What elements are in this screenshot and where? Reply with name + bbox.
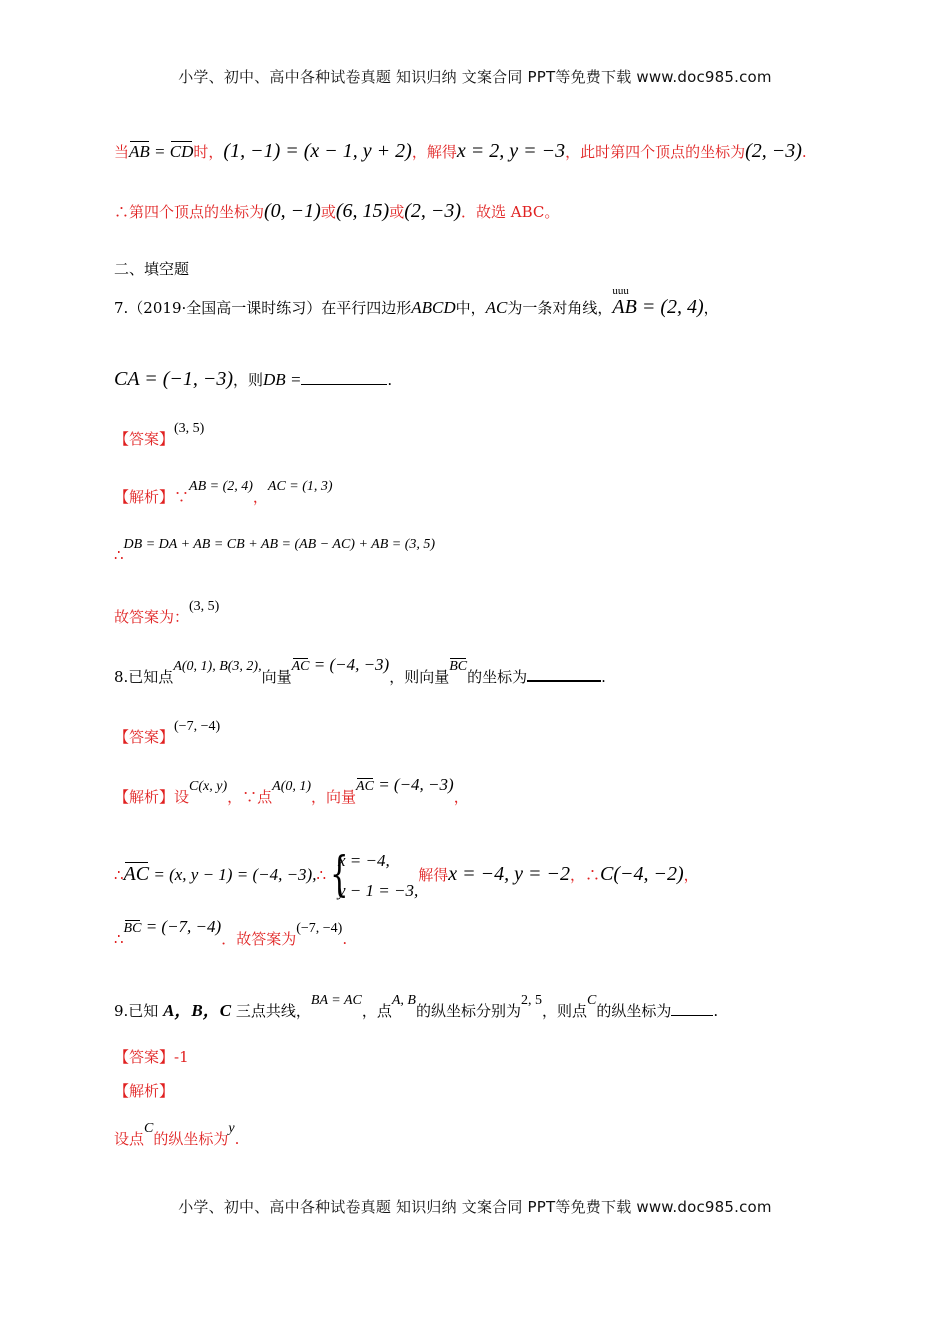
- q8-therefore-1: ∴: [114, 866, 124, 884]
- q6-equation: (1, −1) = (x − 1, y + 2): [223, 140, 412, 162]
- vec-cd: CD: [169, 142, 194, 161]
- q6-solution: x = 2, y = −3: [456, 140, 566, 162]
- q8-jx-vac: AC: [356, 779, 374, 794]
- q8-l3-mid: ．故答案为: [221, 930, 297, 948]
- q7-derivation: DB = DA + AB = CB + AB = (AB − AC) + AB = (3, 5): [123, 537, 436, 552]
- q8-answer: (−7, −4): [174, 719, 221, 734]
- q9-stem-a: 9.已知: [114, 1002, 164, 1020]
- q9-l3-a: 设点: [114, 1130, 145, 1148]
- q9-answer-label: 【答案】: [114, 1048, 175, 1066]
- q8-therefore-4: ∴: [114, 930, 124, 948]
- q6-or1: 或: [320, 203, 336, 221]
- q9-l3-c: C: [144, 1121, 154, 1136]
- q7-period: .: [387, 371, 393, 389]
- q7-comma: ，: [703, 299, 719, 317]
- q7-answer: (3, 5): [174, 421, 205, 436]
- q8-answer-label: 【答案】: [114, 728, 175, 746]
- q7-jx-comma: ，: [252, 488, 268, 506]
- q6-p1: (0, −1): [264, 200, 321, 222]
- q8-ac-val: = (−4, −3): [309, 655, 390, 674]
- q7-derivation-line: [114, 537, 436, 565]
- q7-ab-eq: AB = (2, 4): [612, 296, 704, 318]
- q8-vec-bc: BC: [449, 659, 468, 674]
- q7-stem-line2: [114, 368, 392, 391]
- q9-stem-f: 的纵坐标为: [596, 1002, 672, 1020]
- q9-stem-d: 的纵坐标分别为: [415, 1002, 521, 1020]
- q8-l2-comma: ，: [569, 866, 585, 884]
- q9-c: C: [587, 993, 597, 1008]
- q6-line1: [114, 140, 807, 163]
- q9-l3-y: y: [228, 1121, 235, 1136]
- q9-answer-line: [114, 1046, 189, 1067]
- q7-ac: AC: [485, 298, 508, 317]
- q9-period: .: [713, 1002, 719, 1020]
- q6-p3: (2, −3): [404, 200, 462, 222]
- q8-a-pt: A(0, 1): [272, 779, 312, 794]
- system-eq1: { x = −4,: [338, 851, 390, 870]
- q7-jx-ab: AB = (2, 4): [189, 479, 253, 494]
- q6-or2: 或: [389, 203, 405, 221]
- q8-l3-vbc: BC: [123, 921, 142, 936]
- q8-therefore-3: ∴: [585, 866, 601, 884]
- q8-blank[interactable]: [527, 680, 601, 682]
- q7-db: DB =: [263, 370, 302, 389]
- q7-abcd: ABCD: [411, 298, 456, 317]
- q8-period: .: [601, 668, 606, 686]
- q8-she: 设: [174, 788, 190, 806]
- q8-c-point: C(−4, −2): [600, 863, 684, 885]
- q6-point: (2, −3): [745, 140, 802, 162]
- q6-tail: ，此时第四个顶点的坐标为: [565, 143, 746, 161]
- q9-analysis-label: 【解析】: [114, 1082, 175, 1100]
- q7-therefore: ∴: [114, 546, 124, 564]
- q8-stem-c: ，则向量: [389, 668, 450, 686]
- q6-conclusion: ．故选 ABC。: [461, 203, 560, 221]
- q8-vec-ac: AC: [291, 659, 310, 674]
- q6-dot: .: [801, 143, 807, 161]
- q7-stem-b: 中，: [455, 299, 486, 317]
- vec-ab: AB: [129, 142, 150, 161]
- q6-jiede: ，解得: [411, 143, 457, 161]
- q7-answer-label: 【答案】: [114, 430, 175, 448]
- q6-shi: 时，: [193, 143, 224, 161]
- q9-blank[interactable]: [671, 1015, 713, 1016]
- q8-system-line: [114, 846, 699, 906]
- q7-jx-ac: AC = (1, 3): [267, 479, 333, 494]
- q9-ba-ac: BA = AC: [310, 993, 362, 1008]
- q8-l2-comma2: ，: [683, 866, 699, 884]
- q9-stem-e: ，则点: [541, 1002, 587, 1020]
- q9-answer: -1: [174, 1048, 189, 1066]
- q7-ca-eq: CA = (−1, −3): [114, 368, 234, 390]
- q7-blank[interactable]: [301, 384, 387, 385]
- page-footer: 小学、初中、高中各种试卷真题 知识归纳 文案合同 PPT等免费下载 www.doc985.com: [178, 1198, 772, 1216]
- q8-l2-vac: AC: [123, 863, 150, 885]
- q8-points: A(0, 1), B(3, 2),: [173, 659, 262, 674]
- q8-solution: x = −4, y = −2: [448, 863, 570, 885]
- q6-line2: [114, 200, 559, 223]
- q7-stem-line1: [114, 285, 719, 319]
- q8-jx-comma: ，: [453, 788, 469, 806]
- q7-analysis-label: 【解析】: [114, 488, 175, 506]
- q8-analysis-label: 【解析】: [114, 788, 175, 806]
- q7-final-label: 故答案为：: [114, 608, 190, 626]
- q8-final-line: [114, 917, 348, 949]
- q7-stem-a: 7.（2019·全国高一课时练习）在平行四边形: [114, 299, 412, 317]
- q9-l3-dot: .: [234, 1130, 240, 1148]
- q8-because: ，∵点: [227, 788, 273, 806]
- q6-eq-sign: =: [149, 142, 170, 161]
- q8-xl: ，向量: [311, 788, 357, 806]
- q8-stem-d: 的坐标为: [467, 668, 528, 686]
- q7-ab-sup: uuu: [612, 285, 629, 297]
- q9-vals: 2, 5: [520, 993, 542, 1008]
- q9-ab: A, B: [391, 993, 416, 1008]
- q9-analysis-text: [114, 1121, 240, 1149]
- q8-therefore-2: ∴: [316, 866, 326, 884]
- q7-because: ∵: [174, 488, 190, 506]
- q7-final-line: [114, 599, 220, 627]
- q9-analysis-line: [114, 1080, 174, 1101]
- q9-stem-b: 三点共线，: [231, 1002, 311, 1020]
- equation-system: [326, 846, 418, 906]
- q8-l3-val: = (−7, −4): [141, 917, 222, 936]
- q7-answer-line: [114, 421, 205, 449]
- q8-stem-line: [114, 655, 606, 687]
- q8-jx-acval: = (−4, −3): [373, 775, 454, 794]
- q8-l2-eq: = (x, y − 1) = (−4, −3),: [149, 865, 317, 884]
- system-eq2: y − 1 = −3,: [338, 881, 419, 900]
- q9-stem-line: [114, 993, 719, 1021]
- q6-therefore: ∴第四个顶点的坐标为: [114, 203, 265, 221]
- q6-dang: 当: [114, 143, 130, 161]
- q7-stem-c: 为一条对角线，: [507, 299, 613, 317]
- q8-stem-b: 向量: [261, 668, 292, 686]
- q9-abc: A，B，C: [163, 1001, 232, 1020]
- q8-l3-ans: (−7, −4): [296, 921, 343, 936]
- q7-analysis-line: [114, 479, 333, 507]
- q9-stem-c: ，点: [361, 1002, 392, 1020]
- page-header: 小学、初中、高中各种试卷真题 知识归纳 文案合同 PPT等免费下载 www.doc985.com: [178, 68, 772, 86]
- q8-l3-dot: .: [342, 930, 348, 948]
- q8-stem-a: 8.已知点: [114, 668, 174, 686]
- q8-answer-line: [114, 719, 221, 747]
- q6-p2: (6, 15): [335, 200, 390, 222]
- q9-l3-b: 的纵坐标为: [153, 1130, 229, 1148]
- section-title: 二、填空题: [114, 260, 190, 278]
- q8-analysis-line: [114, 775, 469, 807]
- q7-ze: ，则: [233, 371, 264, 389]
- q8-c-xy: C(x, y): [189, 779, 228, 794]
- q8-jiede: 解得: [418, 866, 449, 884]
- q7-final: (3, 5): [189, 599, 220, 614]
